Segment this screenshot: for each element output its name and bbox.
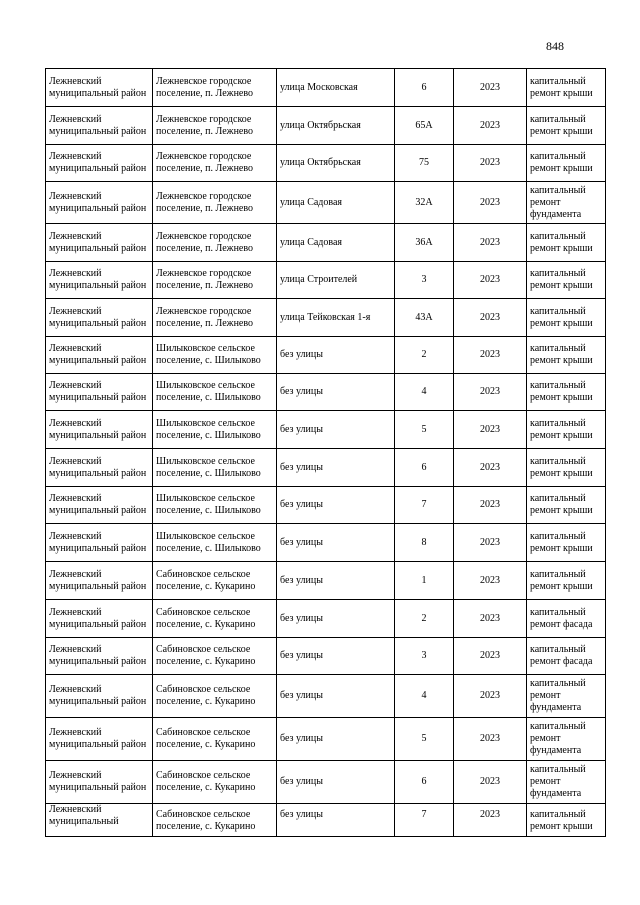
street-cell: без улицы bbox=[277, 449, 395, 487]
settlement-cell: Лежневское городское поселение, п. Лежнево bbox=[153, 224, 277, 262]
house-number-cell: 3 bbox=[395, 262, 454, 299]
work-type-cell: капитальный ремонт фундамента bbox=[527, 182, 606, 224]
district-cell: Лежневский муниципальный район bbox=[46, 524, 153, 562]
work-type-cell: капитальный ремонт фасада bbox=[527, 638, 606, 675]
table-row bbox=[46, 718, 606, 761]
settlement-cell: Лежневское городское поселение, п. Лежнево bbox=[153, 262, 277, 299]
table-row bbox=[46, 761, 606, 804]
district-cell: Лежневский муниципальный район bbox=[46, 562, 153, 600]
house-number-cell: 7 bbox=[395, 487, 454, 524]
district-cell: Лежневский муниципальный район bbox=[46, 718, 153, 761]
work-type-cell: капитальный ремонт крыши bbox=[527, 299, 606, 337]
year-cell: 2023 bbox=[454, 638, 527, 675]
year-cell: 2023 bbox=[454, 107, 527, 145]
district-cell: Лежневский муниципальный район bbox=[46, 224, 153, 262]
table-row bbox=[46, 804, 606, 837]
street-cell: улица Садовая bbox=[277, 224, 395, 262]
settlement-cell: Сабиновское сельское поселение, с. Кукарино bbox=[153, 600, 277, 638]
house-number-cell: 1 bbox=[395, 562, 454, 600]
street-cell: без улицы bbox=[277, 600, 395, 638]
year-cell: 2023 bbox=[454, 182, 527, 224]
work-type-cell: капитальный ремонт крыши bbox=[527, 69, 606, 107]
year-cell: 2023 bbox=[454, 145, 527, 182]
settlement-cell: Шилыковское сельское поселение, с. Шилыково bbox=[153, 524, 277, 562]
work-type-cell: капитальный ремонт крыши bbox=[527, 487, 606, 524]
house-number-cell: 6 bbox=[395, 761, 454, 804]
street-cell: без улицы bbox=[277, 524, 395, 562]
district-cell: Лежневский муниципальный район bbox=[46, 449, 153, 487]
district-cell: Лежневский муниципальный район bbox=[46, 600, 153, 638]
district-cell: Лежневский муниципальный район bbox=[46, 299, 153, 337]
district-cell: Лежневский муниципальный bbox=[46, 804, 153, 837]
repair-schedule-table bbox=[45, 68, 606, 837]
street-cell: без улицы bbox=[277, 411, 395, 449]
work-type-cell: капитальный ремонт крыши bbox=[527, 449, 606, 487]
street-cell: без улицы bbox=[277, 374, 395, 411]
settlement-cell: Лежневское городское поселение, п. Лежнево bbox=[153, 107, 277, 145]
table-row bbox=[46, 638, 606, 675]
table-row bbox=[46, 675, 606, 718]
table-row bbox=[46, 524, 606, 562]
settlement-cell: Шилыковское сельское поселение, с. Шилыково bbox=[153, 374, 277, 411]
work-type-cell: капитальный ремонт крыши bbox=[527, 337, 606, 374]
work-type-cell: капитальный ремонт крыши bbox=[527, 145, 606, 182]
year-cell: 2023 bbox=[454, 224, 527, 262]
work-type-cell: капитальный ремонт фундамента bbox=[527, 761, 606, 804]
settlement-cell: Шилыковское сельское поселение, с. Шилыково bbox=[153, 411, 277, 449]
house-number-cell: 2 bbox=[395, 337, 454, 374]
year-cell: 2023 bbox=[454, 337, 527, 374]
year-cell: 2023 bbox=[454, 761, 527, 804]
district-cell: Лежневский муниципальный район bbox=[46, 337, 153, 374]
table-row bbox=[46, 182, 606, 224]
street-cell: улица Московская bbox=[277, 69, 395, 107]
table-row bbox=[46, 600, 606, 638]
work-type-cell: капитальный ремонт крыши bbox=[527, 562, 606, 600]
settlement-cell: Лежневское городское поселение, п. Лежнево bbox=[153, 145, 277, 182]
settlement-cell: Шилыковское сельское поселение, с. Шилыково bbox=[153, 337, 277, 374]
street-cell: улица Октябрьская bbox=[277, 107, 395, 145]
street-cell: без улицы bbox=[277, 487, 395, 524]
year-cell: 2023 bbox=[454, 487, 527, 524]
house-number-cell: 5 bbox=[395, 718, 454, 761]
house-number-cell: 6 bbox=[395, 449, 454, 487]
work-type-cell: капитальный ремонт крыши bbox=[527, 262, 606, 299]
settlement-cell: Лежневское городское поселение, п. Лежнево bbox=[153, 299, 277, 337]
district-cell: Лежневский муниципальный район bbox=[46, 262, 153, 299]
district-cell: Лежневский муниципальный район bbox=[46, 675, 153, 718]
year-cell: 2023 bbox=[454, 804, 527, 837]
street-cell: улица Октябрьская bbox=[277, 145, 395, 182]
settlement-cell: Шилыковское сельское поселение, с. Шилыково bbox=[153, 449, 277, 487]
house-number-cell: 4 bbox=[395, 675, 454, 718]
street-cell: без улицы bbox=[277, 718, 395, 761]
work-type-cell: капитальный ремонт крыши bbox=[527, 411, 606, 449]
settlement-cell: Сабиновское сельское поселение, с. Кукарино bbox=[153, 804, 277, 837]
work-type-cell: капитальный ремонт крыши bbox=[527, 374, 606, 411]
house-number-cell: 65А bbox=[395, 107, 454, 145]
year-cell: 2023 bbox=[454, 411, 527, 449]
settlement-cell: Сабиновское сельское поселение, с. Кукарино bbox=[153, 675, 277, 718]
work-type-cell: капитальный ремонт фундамента bbox=[527, 718, 606, 761]
street-cell: без улицы bbox=[277, 761, 395, 804]
table-row bbox=[46, 562, 606, 600]
house-number-cell: 2 bbox=[395, 600, 454, 638]
district-cell: Лежневский муниципальный район bbox=[46, 761, 153, 804]
year-cell: 2023 bbox=[454, 374, 527, 411]
table-row bbox=[46, 449, 606, 487]
year-cell: 2023 bbox=[454, 675, 527, 718]
street-cell: без улицы bbox=[277, 337, 395, 374]
house-number-cell: 4 bbox=[395, 374, 454, 411]
year-cell: 2023 bbox=[454, 69, 527, 107]
year-cell: 2023 bbox=[454, 718, 527, 761]
street-cell: улица Садовая bbox=[277, 182, 395, 224]
district-cell: Лежневский муниципальный район bbox=[46, 374, 153, 411]
house-number-cell: 3 bbox=[395, 638, 454, 675]
work-type-cell: капитальный ремонт фасада bbox=[527, 600, 606, 638]
house-number-cell: 75 bbox=[395, 145, 454, 182]
work-type-cell: капитальный ремонт фундамента bbox=[527, 675, 606, 718]
district-cell: Лежневский муниципальный район bbox=[46, 69, 153, 107]
year-cell: 2023 bbox=[454, 299, 527, 337]
district-cell: Лежневский муниципальный район bbox=[46, 411, 153, 449]
district-cell: Лежневский муниципальный район bbox=[46, 182, 153, 224]
house-number-cell: 5 bbox=[395, 411, 454, 449]
year-cell: 2023 bbox=[454, 262, 527, 299]
work-type-cell: капитальный ремонт крыши bbox=[527, 107, 606, 145]
house-number-cell: 7 bbox=[395, 804, 454, 837]
table-row bbox=[46, 224, 606, 262]
work-type-cell: капитальный ремонт крыши bbox=[527, 524, 606, 562]
table-row bbox=[46, 107, 606, 145]
year-cell: 2023 bbox=[454, 600, 527, 638]
table-row bbox=[46, 411, 606, 449]
street-cell: без улицы bbox=[277, 675, 395, 718]
table-row bbox=[46, 299, 606, 337]
year-cell: 2023 bbox=[454, 562, 527, 600]
district-cell: Лежневский муниципальный район bbox=[46, 107, 153, 145]
district-cell: Лежневский муниципальный район bbox=[46, 487, 153, 524]
house-number-cell: 32А bbox=[395, 182, 454, 224]
district-cell: Лежневский муниципальный район bbox=[46, 638, 153, 675]
table-row bbox=[46, 262, 606, 299]
table-row bbox=[46, 374, 606, 411]
table-row bbox=[46, 69, 606, 107]
district-cell: Лежневский муниципальный район bbox=[46, 145, 153, 182]
year-cell: 2023 bbox=[454, 449, 527, 487]
settlement-cell: Лежневское городское поселение, п. Лежнево bbox=[153, 182, 277, 224]
settlement-cell: Сабиновское сельское поселение, с. Кукарино bbox=[153, 761, 277, 804]
table-row bbox=[46, 145, 606, 182]
settlement-cell: Сабиновское сельское поселение, с. Кукарино bbox=[153, 562, 277, 600]
settlement-cell: Лежневское городское поселение, п. Лежнево bbox=[153, 69, 277, 107]
house-number-cell: 6 bbox=[395, 69, 454, 107]
table-body bbox=[46, 69, 606, 837]
table-row bbox=[46, 487, 606, 524]
house-number-cell: 36А bbox=[395, 224, 454, 262]
settlement-cell: Шилыковское сельское поселение, с. Шилыково bbox=[153, 487, 277, 524]
work-type-cell: капитальный ремонт крыши bbox=[527, 224, 606, 262]
settlement-cell: Сабиновское сельское поселение, с. Кукарино bbox=[153, 638, 277, 675]
street-cell: улица Тейковская 1-я bbox=[277, 299, 395, 337]
page-number: 848 bbox=[546, 39, 564, 53]
street-cell: улица Строителей bbox=[277, 262, 395, 299]
settlement-cell: Сабиновское сельское поселение, с. Кукарино bbox=[153, 718, 277, 761]
work-type-cell: капитальный ремонт крыши bbox=[527, 804, 606, 837]
house-number-cell: 43А bbox=[395, 299, 454, 337]
street-cell: без улицы bbox=[277, 638, 395, 675]
house-number-cell: 8 bbox=[395, 524, 454, 562]
table-row bbox=[46, 337, 606, 374]
street-cell: без улицы bbox=[277, 562, 395, 600]
street-cell: без улицы bbox=[277, 804, 395, 837]
year-cell: 2023 bbox=[454, 524, 527, 562]
